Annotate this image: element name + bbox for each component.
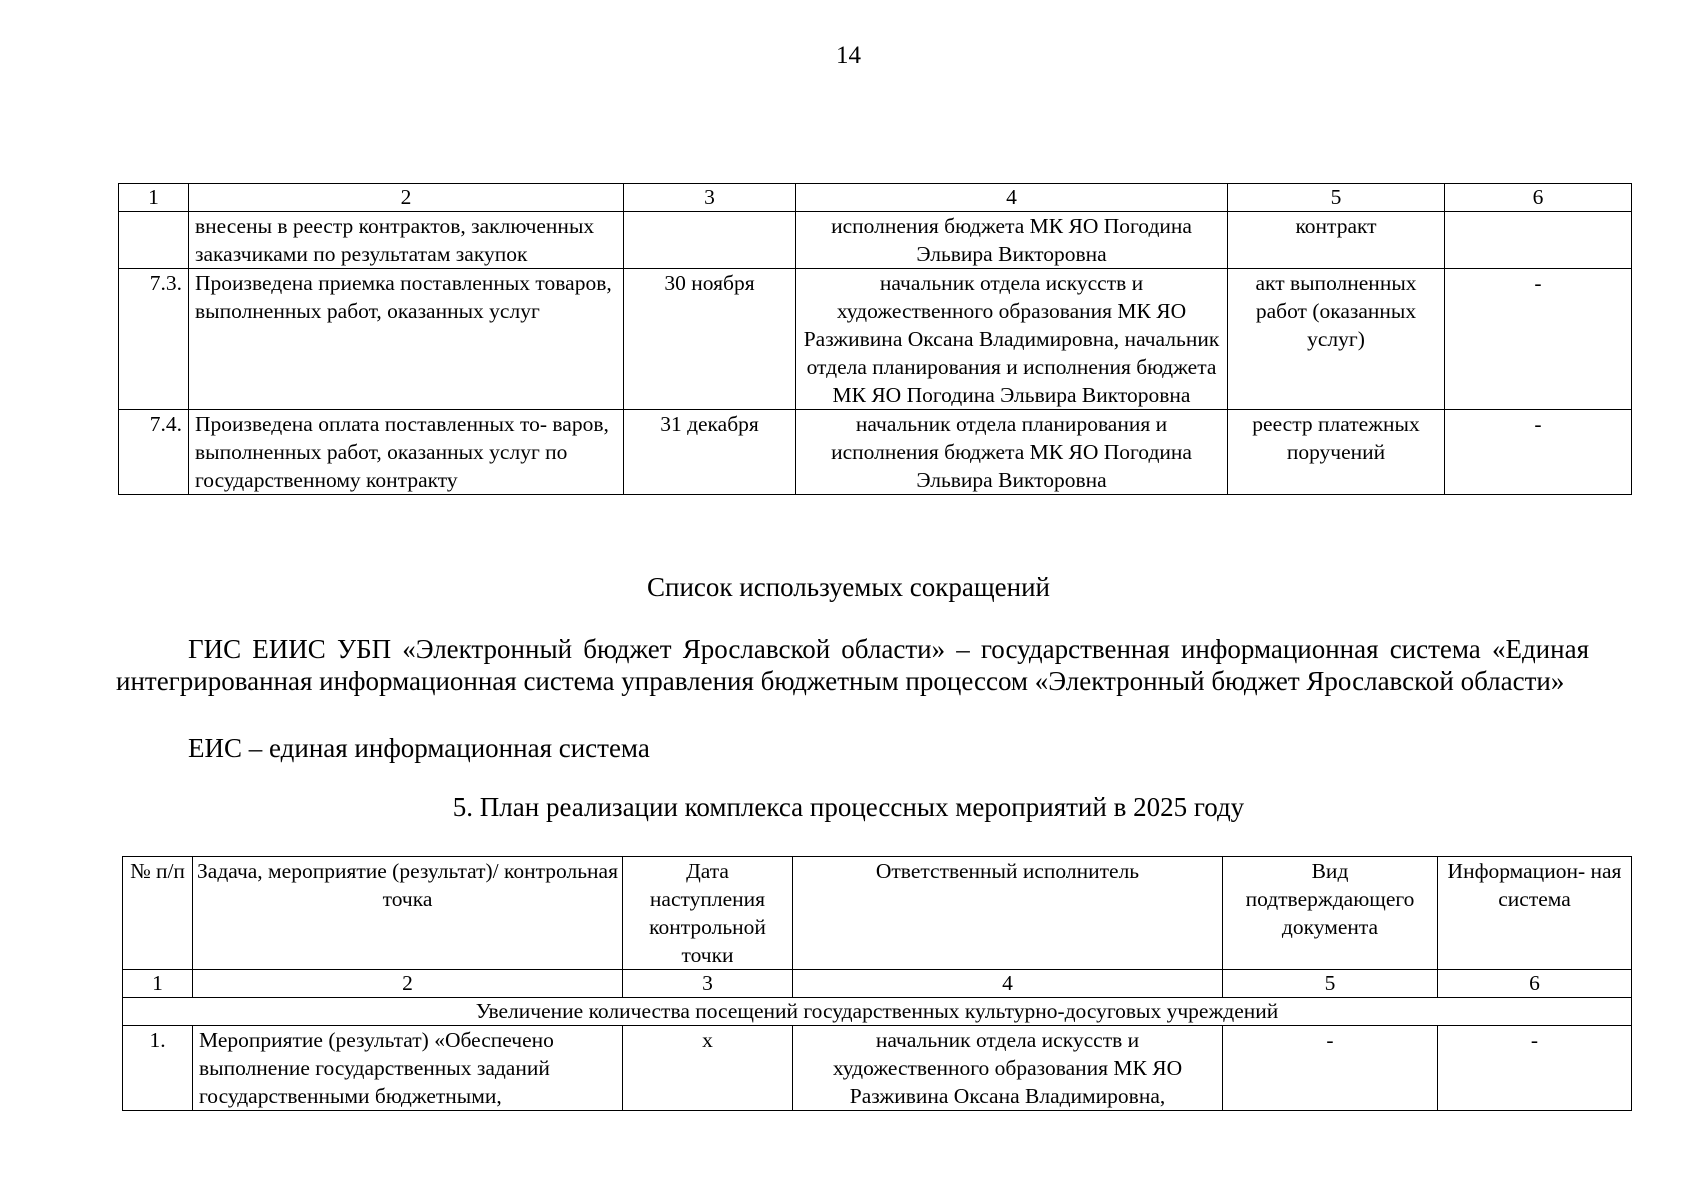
header-date: Дата наступления контрольной точки xyxy=(623,857,793,970)
column-number: 5 xyxy=(1228,184,1445,212)
header-num: № п/п xyxy=(123,857,193,970)
date-cell xyxy=(624,212,796,269)
page-number: 14 xyxy=(836,42,861,69)
plan-table xyxy=(122,856,1632,1111)
system-cell xyxy=(1445,212,1632,269)
task-cell: Произведена оплата поставленных то- варов, выполненных работ, оказанных услуг по государственному контракту xyxy=(189,410,624,495)
column-number: 6 xyxy=(1445,184,1632,212)
document-cell: контракт xyxy=(1228,212,1445,269)
task-cell: Произведена приемка поставленных товаров, выполненных работ, оказанных услуг xyxy=(189,269,624,410)
column-number: 2 xyxy=(189,184,624,212)
task-cell: Мероприятие (результат) «Обеспечено выполнение государственных заданий государственными бюджетными, xyxy=(193,1026,623,1111)
system-cell: - xyxy=(1445,269,1632,410)
system-cell: - xyxy=(1438,1026,1632,1111)
column-number: 6 xyxy=(1438,970,1632,998)
column-number: 2 xyxy=(193,970,623,998)
document-cell: акт выполненных работ (оказанных услуг) xyxy=(1228,269,1445,410)
row-number: 7.3. xyxy=(119,269,189,410)
table-row xyxy=(119,212,1632,269)
column-number: 1 xyxy=(123,970,193,998)
row-number: 1. xyxy=(123,1026,193,1111)
responsible-cell: исполнения бюджета МК ЯО Погодина Эльвира Викторовна xyxy=(796,212,1228,269)
header-document: Вид подтверждающего документа xyxy=(1223,857,1438,970)
task-cell: внесены в реестр контрактов, заключенных заказчиками по результатам закупок xyxy=(189,212,624,269)
column-number: 1 xyxy=(119,184,189,212)
column-number: 4 xyxy=(793,970,1223,998)
column-number: 5 xyxy=(1223,970,1438,998)
abbreviation-item: ЕИС – единая информационная система xyxy=(188,733,650,763)
table-row xyxy=(119,410,1632,495)
responsible-cell: начальник отдела планирования и исполнения бюджета МК ЯО Погодина Эльвира Викторовна xyxy=(796,410,1228,495)
continuation-table xyxy=(118,183,1632,495)
responsible-cell: начальник отдела искусств и художественного образования МК ЯО Разживина Оксана Владимировна, начальник отдела планирования и исполнения бюджета МК ЯО Погодина Эльвира Викторовна xyxy=(796,269,1228,410)
document-cell: реестр платежных поручений xyxy=(1228,410,1445,495)
date-cell: 31 декабря xyxy=(624,410,796,495)
section-title: Увеличение количества посещений государственных культурно-досуговых учреждений xyxy=(123,998,1632,1026)
date-cell: 30 ноября xyxy=(624,269,796,410)
row-number xyxy=(119,212,189,269)
section-row xyxy=(123,998,1632,1026)
header-responsible: Ответственный исполнитель xyxy=(793,857,1223,970)
column-number: 4 xyxy=(796,184,1228,212)
column-number: 3 xyxy=(624,184,796,212)
row-number: 7.4. xyxy=(119,410,189,495)
table-row xyxy=(123,1026,1632,1111)
column-number-row xyxy=(119,184,1632,212)
column-number-row xyxy=(123,970,1632,998)
abbreviations-title: Список используемых сокращений xyxy=(647,572,1050,602)
system-cell: - xyxy=(1445,410,1632,495)
date-cell: х xyxy=(623,1026,793,1111)
abbreviation-item: ГИС ЕИИС УБП «Электронный бюджет Ярославской области» – государственная информационная система «Единая интегрированная информационная система управления бюджетным процессом «Электронный бюджет Ярославской области» xyxy=(116,634,1589,696)
responsible-cell: начальник отдела искусств и художественного образования МК ЯО Разживина Оксана Владимировна, xyxy=(793,1026,1223,1111)
header-system: Информацион- ная система xyxy=(1438,857,1632,970)
document-cell: - xyxy=(1223,1026,1438,1111)
header-row xyxy=(123,857,1632,970)
plan-section-title: 5. План реализации комплекса процессных мероприятий в 2025 году xyxy=(452,792,1245,822)
header-task: Задача, мероприятие (результат)/ контрольная точка xyxy=(193,857,623,970)
table-row xyxy=(119,269,1632,410)
column-number: 3 xyxy=(623,970,793,998)
